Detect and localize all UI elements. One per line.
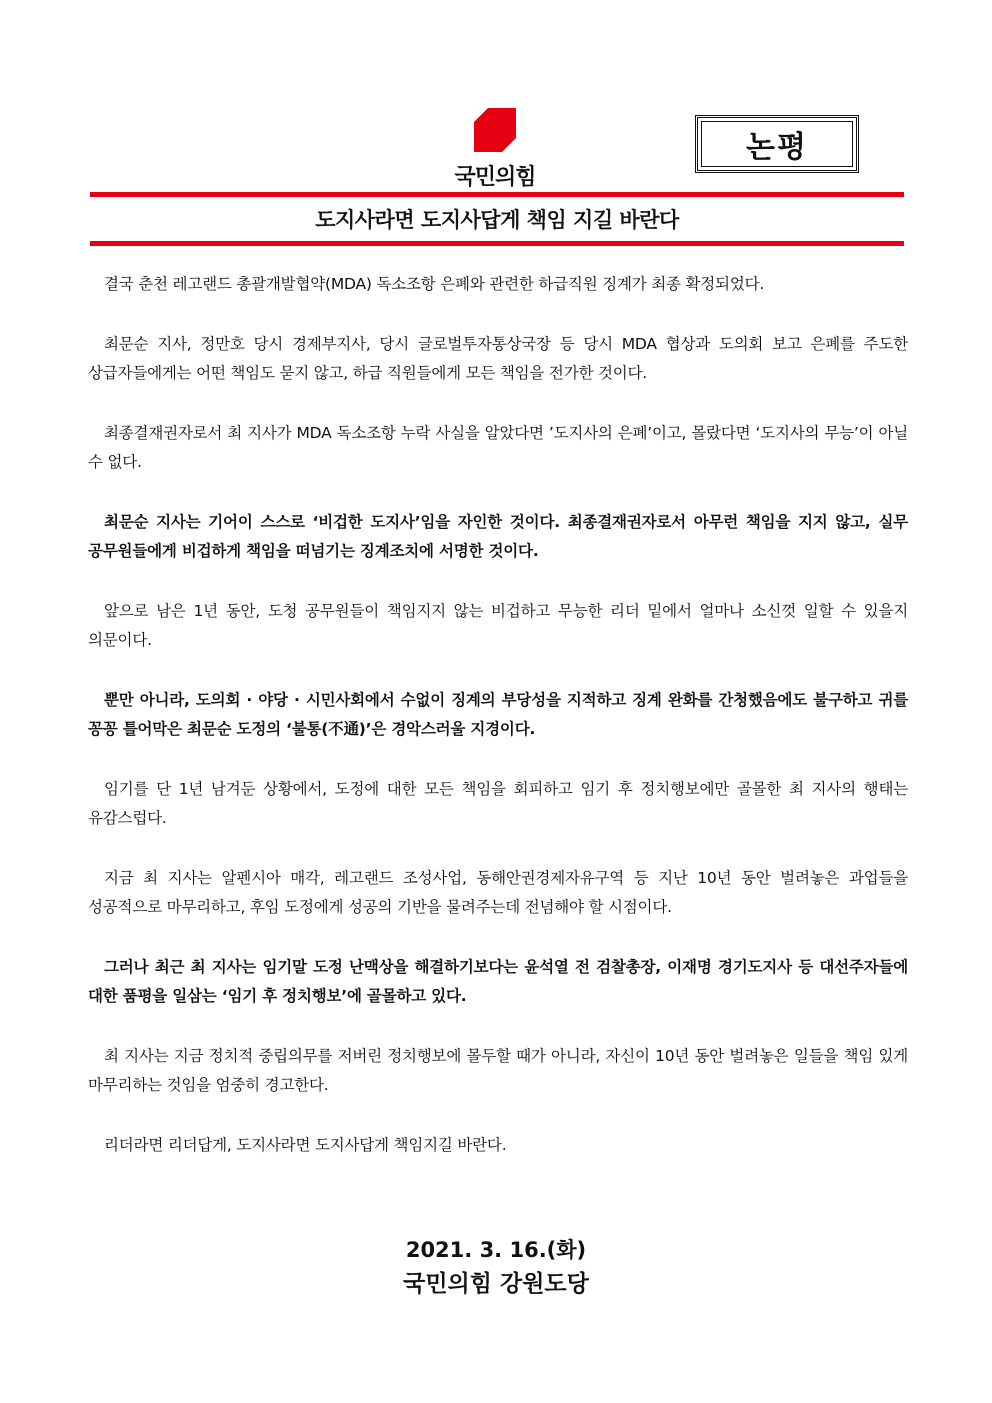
paragraph-10: 최 지사는 지금 정치적 중립의무를 저버린 정치행보에 몰두할 때가 아니라, 자신이 10년 동안 벌려놓은 일들을 책임 있게 마무리하는 것임을 엄중히 경고한다.	[88, 1047, 908, 1094]
issuing-organization: 국민의힘 강원도당	[403, 1271, 589, 1297]
document-title: 도지사라면 도지사답게 책임 지길 바란다	[315, 208, 679, 232]
paragraph-11: 리더라면 리더답게, 도지사라면 도지사답게 책임지길 바란다.	[104, 1136, 507, 1154]
paragraph-7: 임기를 단 1년 남겨둔 상황에서, 도정에 대한 모든 책임을 회피하고 임기 후 정치행보에만 골몰한 최 지사의 행태는 유감스럽다.	[88, 780, 908, 827]
document-footer	[0, 1234, 992, 1302]
paragraph-2: 최문순 지사, 정만호 당시 경제부지사, 당시 글로벌투자통상국장 등 당시 MDA 협상과 도의회 보고 은폐를 주도한 상급자들에게는 어떤 책임도 묻지 않고, 하급 직원들에게 모든 책임을 전가한 것이다.	[88, 335, 908, 382]
party-logo	[440, 108, 550, 190]
paragraph-9: 그러나 최근 최 지사는 임기말 도정 난맥상을 해결하기보다는 윤석열 전 검찰총장, 이재명 경기도지사 등 대선주자들에 대한 품평을 일삼는 ‘임기 후 정치행보’에 골몰하고 있다.	[88, 958, 908, 1005]
paragraph-1: 결국 춘천 레고랜드 총괄개발협약(MDA) 독소조항 은폐와 관련한 하급직원 징계가 최종 확정되었다.	[104, 275, 765, 293]
paragraph-6: 뿐만 아니라, 도의회 · 야당 · 시민사회에서 수없이 징계의 부당성을 지적하고 징계 완화를 간청했음에도 불구하고 귀를 꽁꽁 틀어막은 최문순 도정의 ‘불통(不通)’은 경악스러울 지경이다.	[88, 691, 908, 738]
paragraph-8: 지금 최 지사는 알펜시아 매각, 레고랜드 조성사업, 동해안권경제자유구역 등 지난 10년 동안 벌려놓은 과업들을 성공적으로 마무리하고, 후임 도정에게 성공의 기반을 물려주는데 전념해야 할 시점이다.	[88, 869, 908, 916]
doc-type-label: 논평	[695, 115, 859, 173]
title-rule-bottom	[90, 241, 904, 246]
document-body	[88, 270, 908, 1191]
issue-date: 2021. 3. 16.(화)	[405, 1238, 587, 1262]
paragraph-3: 최종결재권자로서 최 지사가 MDA 독소조항 누락 사실을 알았다면 ’도지사의 은폐’이고, 몰랐다면 ‘도지사의 무능’이 아닐 수 없다.	[88, 424, 908, 471]
party-logo-mark-icon	[474, 108, 516, 152]
title-rule-top	[90, 192, 904, 197]
paragraph-5: 앞으로 남은 1년 동안, 도청 공무원들이 책임지지 않는 비겁하고 무능한 리더 밑에서 얼마나 소신껏 일할 수 있을지 의문이다.	[88, 602, 908, 649]
paragraph-4: 최문순 지사는 기어이 스스로 ‘비겁한 도지사’임을 자인한 것이다. 최종결재권자로서 아무런 책임을 지지 않고, 실무 공무원들에게 비겁하게 책임을 떠넘기는 징계조치에 서명한 것이다.	[88, 513, 908, 560]
party-logo-text: 국민의힘	[454, 165, 536, 190]
